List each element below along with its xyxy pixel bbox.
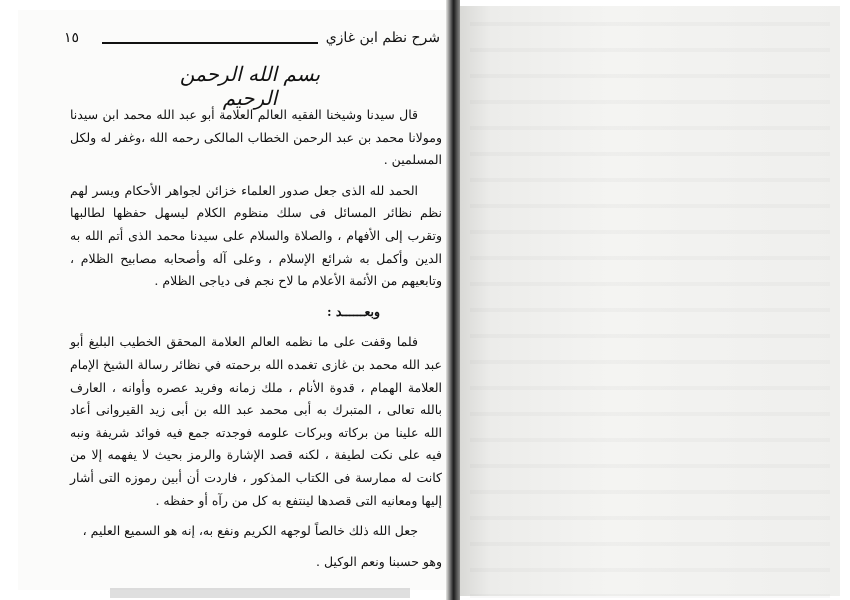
paragraph: وهو حسبنا ونعم الوكيل . [316, 553, 442, 569]
header-rule [102, 42, 318, 44]
faint-footer-text [110, 588, 410, 598]
paragraph: الحمد لله الذى جعل صدور العلماء خزائن لجواهر الأحكام ويسر لهم نظم نظائر المسائل فى سلك منظوم الكلام ليسهل حفظها لطالبها وتقرب إلى الأفهام ، والصلاة والسلام على سيدنا محمد الذى أتم الله به الدين وأكمل به شرائع الإسلام ، وعلى آله وأصحابه مصابيح الظلام ، وتابعيهم من الأئمة الأعلام ما لاح نجم فى دياجى الظلام . [70, 182, 442, 289]
section-heading: وبعــــــد : [326, 303, 380, 319]
bleed-through-texture [470, 0, 830, 600]
paragraph: جعل الله ذلك خالصاً لوجهه الكريم ونفع به، إنه هو السميع العليم ، [82, 523, 418, 539]
paragraph: قال سيدنا وشيخنا الفقيه العالم العلامة أبو عبد الله محمد ابن سيدنا ومولانا محمد بن عبد الرحمن الخطاب المالكى رحمه الله ،وغفر له ولكل المسلمين . [70, 107, 442, 168]
page-number: ١٥ [64, 30, 80, 46]
body-text [70, 104, 442, 581]
running-title: شرح نظم ابن غازي [325, 30, 440, 46]
book-gutter [446, 0, 460, 600]
basmala-calligraphy: بسم الله الرحمن الرحيم [179, 62, 321, 110]
page-header [60, 30, 440, 54]
paragraph: فلما وقفت على ما نظمه العالم العلامة المحقق الخطيب البليغ أبو عبد الله محمد بن غازى تغمده الله برحمته في نظائر رسالة الشيخ الإمام العلامة الهمام ، قدوة الأنام ، ملك زمانه وفريد عصره وأوانه ، العارف بالله تعالى ، المتبرك به أبى محمد عبد الله بن أبى زيد القيروانى أعاد الله علينا من بركاته وبركات علومه فوجدته جمع فيه فوائد شريفة ونبه فيه على نكت لطيفة ، لكنه قصد الإشارة والرمز بحيث لا يفهمه إلا من كانت له ممارسة فى الكتاب المذكور ، فاردت أن أبين رموزه التى أشار إليها ومعانيه التى قصدها لينتفع به كل من رآه أو حفظه . [70, 334, 442, 508]
